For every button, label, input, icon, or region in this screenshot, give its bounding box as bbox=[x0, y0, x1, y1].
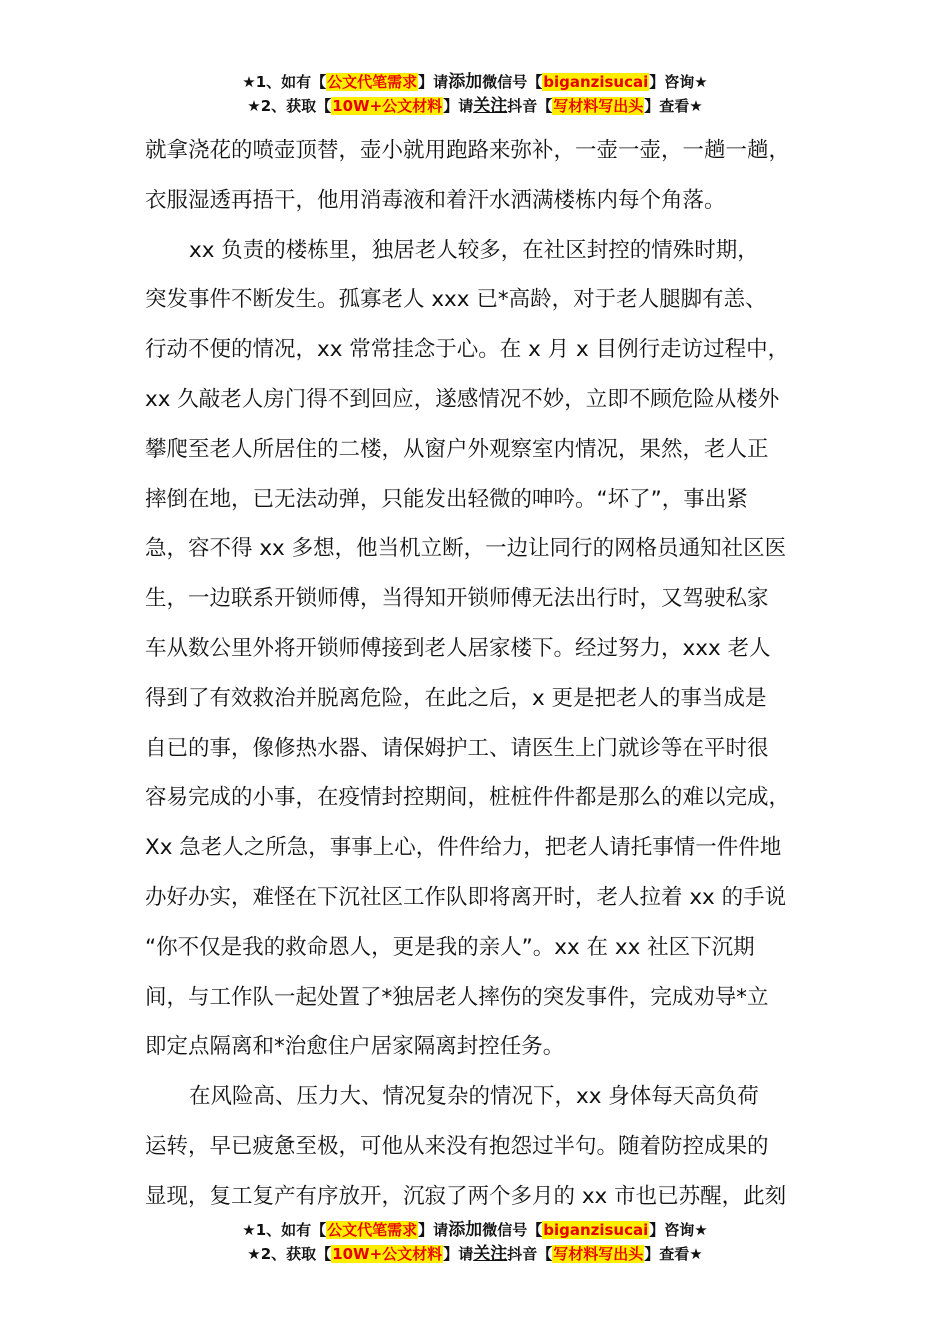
promo-text: 抖音【 bbox=[507, 97, 553, 115]
text-line: 急，容不得 xx 多想，他当机立断，一边让同行的网格员通知社区医 bbox=[145, 536, 787, 562]
promo-text: 】咨询★ bbox=[649, 1221, 708, 1239]
promo-text: 添加 bbox=[448, 72, 483, 92]
text-line: 行动不便的情况，xx 常常挂念于心。在 x 月 x 目例行走访过程中， bbox=[145, 337, 790, 363]
promo-highlight: 10W+公文材料 bbox=[332, 97, 443, 115]
text-line: 间，与工作队一起处置了*独居老人摔伤的突发事件，完成劝导*立 bbox=[145, 984, 769, 1010]
promo-douyin-id: 写材料写出头 bbox=[553, 1245, 644, 1263]
promo-text: 添加 bbox=[448, 1220, 483, 1240]
footer-promo-banner bbox=[0, 1218, 950, 1266]
promo-text: 抖音【 bbox=[507, 1245, 553, 1263]
text-line: 得到了有效救治并脱离危险，在此之后，x 更是把老人的事当成是 bbox=[145, 685, 767, 711]
text-line: 生，一边联系开锁师傅，当得知开锁师傅无法出行时，又驾驶私家 bbox=[145, 586, 769, 612]
promo-text: 微信号【 bbox=[482, 1221, 543, 1239]
paragraph-2 bbox=[145, 226, 815, 1073]
paragraph-3 bbox=[145, 1072, 815, 1221]
text-line: xx 负责的楼栋里，独居老人较多，在社区封控的情殊时期， bbox=[189, 237, 759, 263]
text-line: 攀爬至老人所居住的二楼，从窗户外观察室内情况，果然，老人正 bbox=[145, 436, 769, 462]
promo-wechat-id: biganzisucai bbox=[543, 1221, 649, 1239]
text-line: 自已的事，像修热水器、请保姆护工、请医生上门就诊等在平时很 bbox=[145, 735, 769, 761]
text-line: 突发事件不断发生。孤寡老人 xxx 已*高龄，对于老人腿脚有恙、 bbox=[145, 287, 767, 313]
promo-text: 微信号【 bbox=[482, 73, 543, 91]
promo-line-2 bbox=[0, 94, 950, 118]
text-line: 即定点隔离和*治愈住户居家隔离封控任务。 bbox=[145, 1034, 565, 1060]
promo-text: ★2、获取【 bbox=[247, 97, 332, 115]
promo-wechat-id: biganzisucai bbox=[543, 73, 649, 91]
text-line: 容易完成的小事，在疫情封控期间，桩桩件件都是那么的难以完成， bbox=[145, 785, 791, 811]
promo-text: 】咨询★ bbox=[649, 73, 708, 91]
text-line: Xx 急老人之所急，事事上心，件件给力，把老人请托事情一件件地 bbox=[145, 835, 782, 861]
promo-line-2 bbox=[0, 1242, 950, 1266]
promo-line-1 bbox=[0, 70, 950, 94]
text-line: 车从数公里外将开锁师傅接到老人居家楼下。经过努力，xxx 老人 bbox=[145, 635, 771, 661]
text-line: xx 久敲老人房门得不到回应，遂感情况不妙，立即不顾危险从楼外 bbox=[145, 386, 780, 412]
promo-text: 】请 bbox=[443, 97, 474, 115]
text-line: 显现，复工复产有序放开，沉寂了两个多月的 xx 市也已苏醒，此刻 bbox=[145, 1183, 787, 1209]
text-line: 摔倒在地，已无法动弹，只能发出轻微的呻吟。“坏了”，事出紧 bbox=[145, 486, 748, 512]
promo-text: 】请 bbox=[418, 1221, 449, 1239]
promo-text: ★1、如有【 bbox=[242, 73, 327, 91]
promo-text: 关注 bbox=[473, 1244, 508, 1264]
promo-highlight: 公文代笔需求 bbox=[327, 73, 418, 91]
promo-text: ★2、获取【 bbox=[247, 1245, 332, 1263]
text-line: “你不仅是我的救命恩人，更是我的亲人”。xx 在 xx 社区下沉期 bbox=[145, 934, 755, 960]
text-line: 办好办实，难怪在下沉社区工作队即将离开时，老人拉着 xx 的手说 bbox=[145, 884, 787, 910]
header-promo-banner bbox=[0, 70, 950, 118]
text-line: 运转，早已疲惫至极，可他从来没有抱怨过半句。随着防控成果的 bbox=[145, 1133, 769, 1159]
promo-text: 】查看★ bbox=[644, 97, 703, 115]
document-body bbox=[145, 126, 815, 1222]
promo-text: 】请 bbox=[443, 1245, 474, 1263]
promo-text: 】查看★ bbox=[644, 1245, 703, 1263]
promo-text: 关注 bbox=[473, 96, 508, 116]
promo-highlight: 10W+公文材料 bbox=[332, 1245, 443, 1263]
promo-line-1 bbox=[0, 1218, 950, 1242]
promo-douyin-id: 写材料写出头 bbox=[553, 97, 644, 115]
promo-text: 】请 bbox=[418, 73, 449, 91]
paragraph-1 bbox=[145, 126, 815, 226]
text-line: 就拿浇花的喷壶顶替，壶小就用跑路来弥补，一壶一壶，一趟一趟， bbox=[145, 138, 791, 163]
promo-text: ★1、如有【 bbox=[242, 1221, 327, 1239]
text-line: 衣服湿透再捂干，他用消毒液和着汗水洒满楼栋内每个角落。 bbox=[145, 187, 726, 213]
promo-highlight: 公文代笔需求 bbox=[327, 1221, 418, 1239]
text-line: 在风险高、压力大、情况复杂的情况下，xx 身体每天高负荷 bbox=[189, 1084, 759, 1110]
